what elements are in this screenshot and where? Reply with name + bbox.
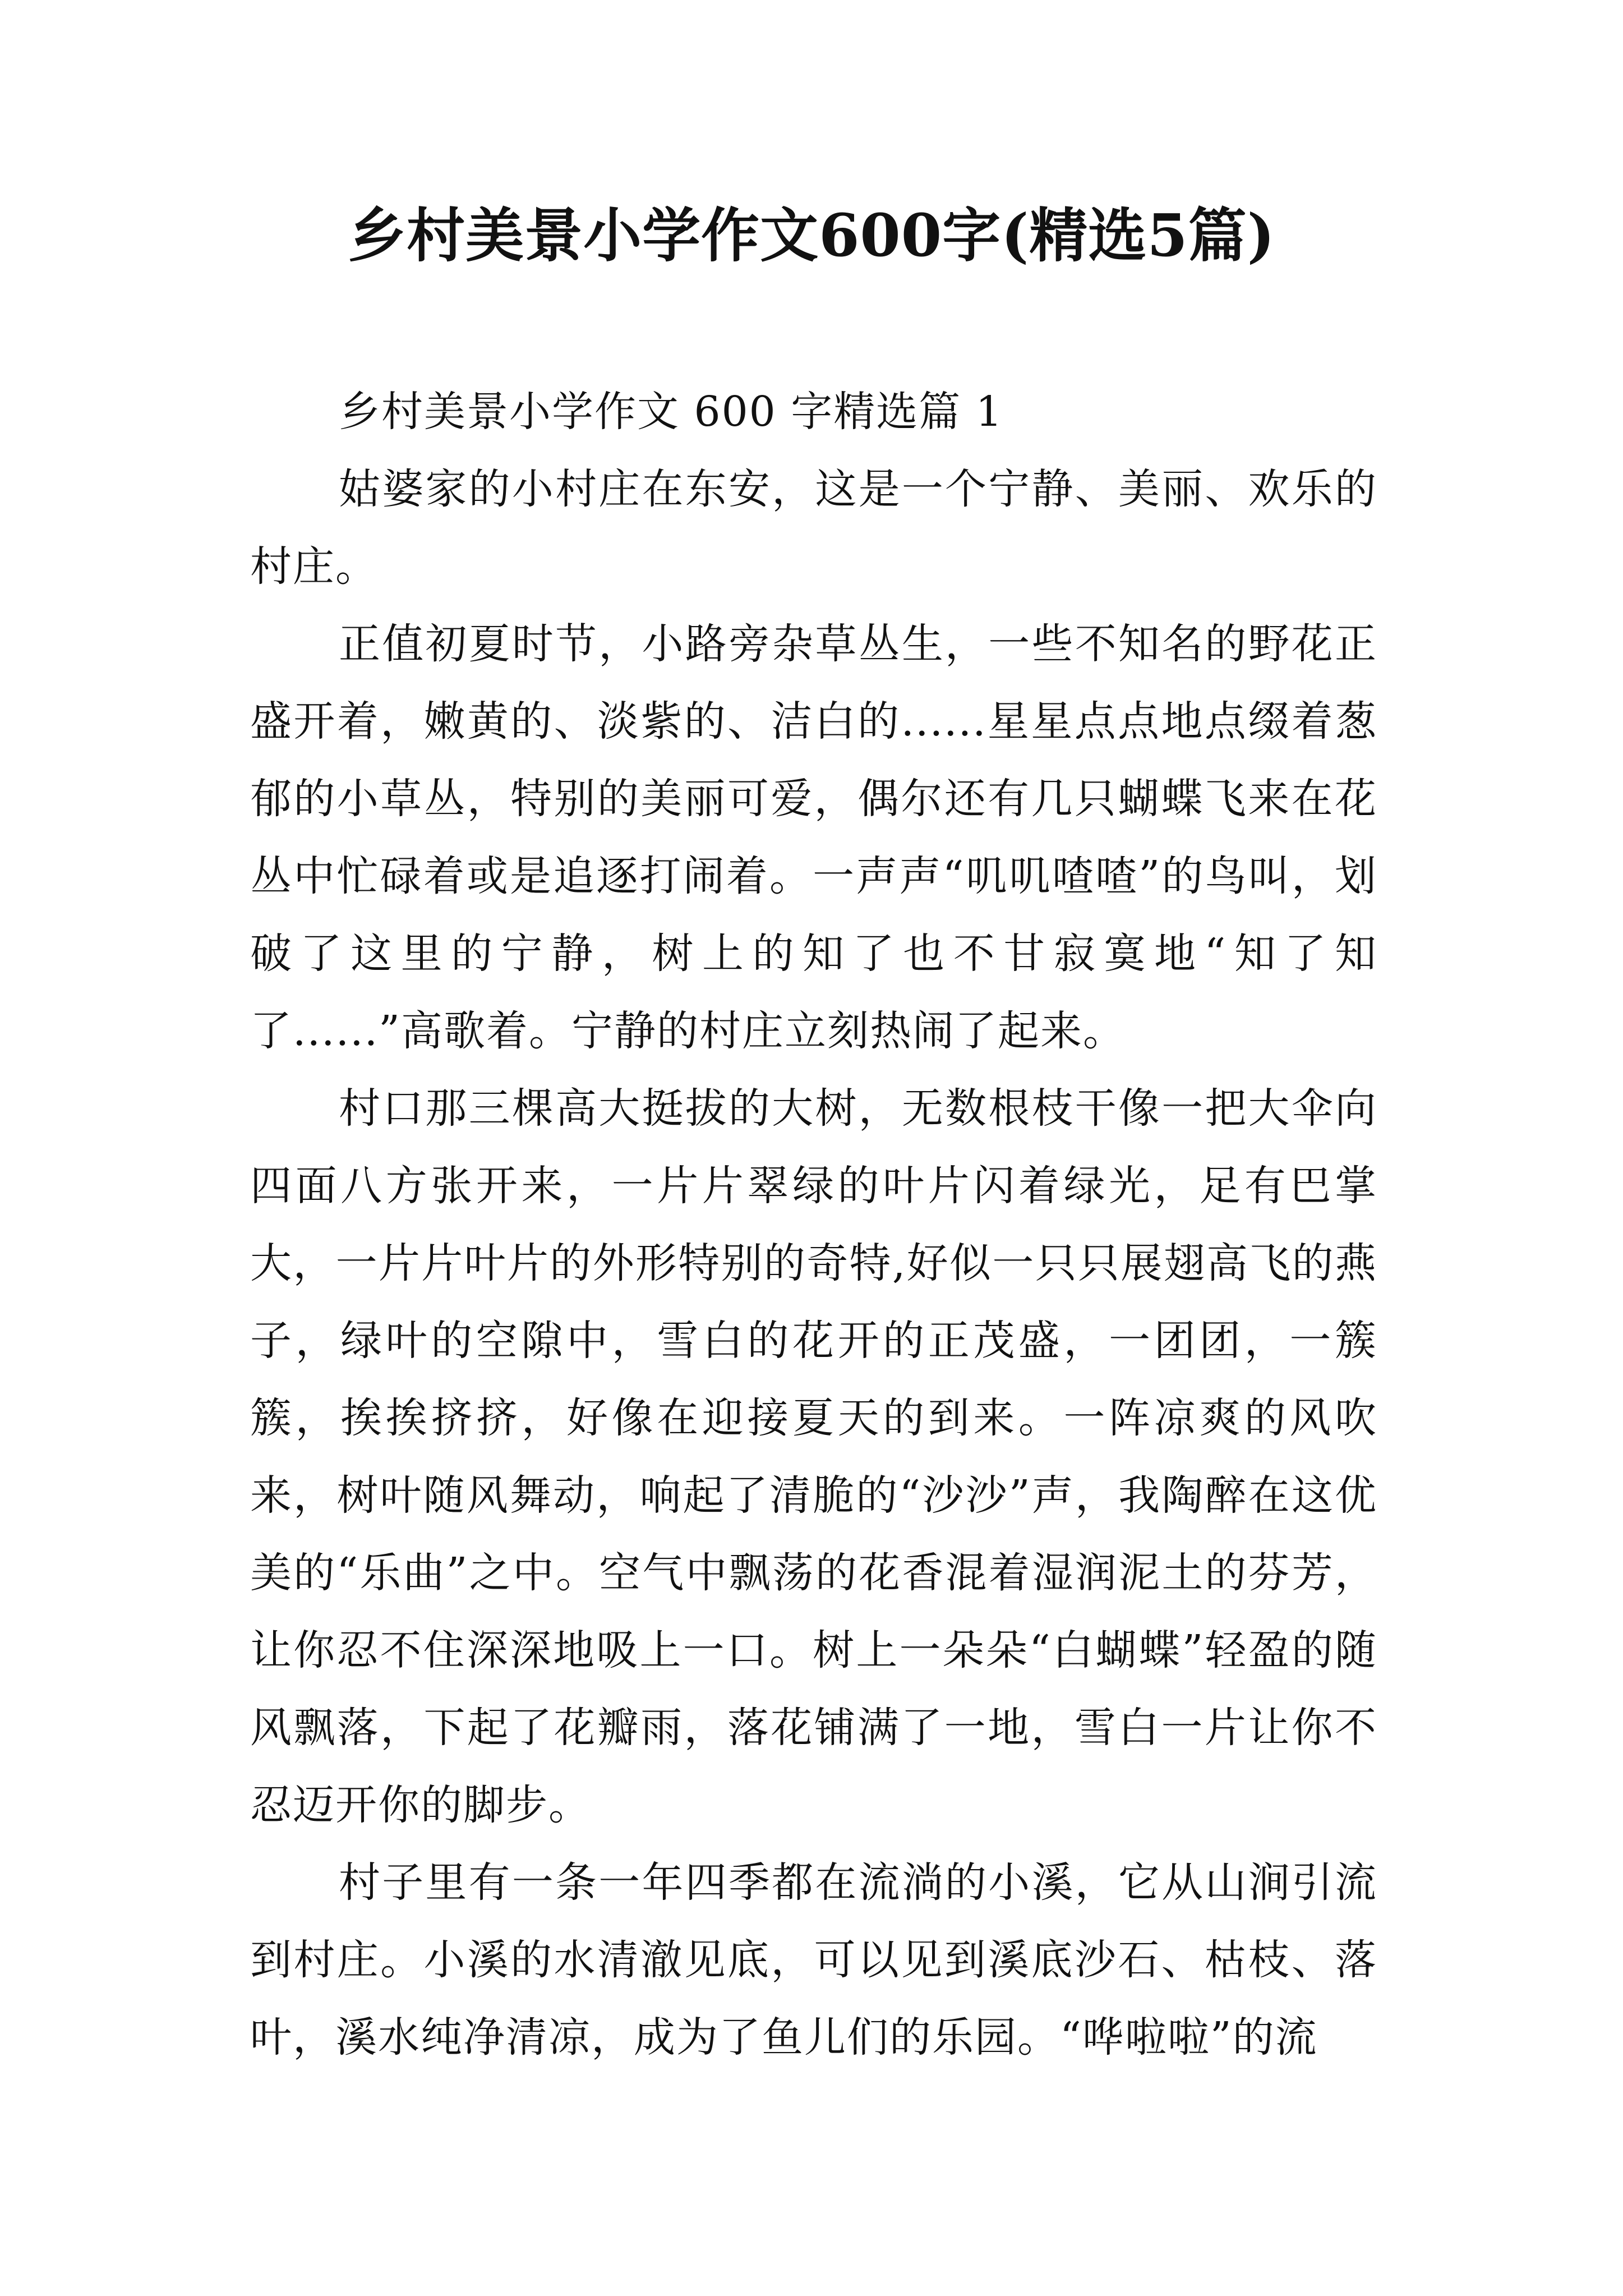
document-body — [250, 373, 1377, 2076]
section-heading: 乡村美景小学作文 600 字精选篇 1 — [339, 388, 1003, 436]
document-title: 乡村美景小学作文600字(精选5篇) — [348, 201, 1275, 270]
paragraph: 村口那三棵高大挺拔的大树，无数根枝干像一把大伞向四面八方张开来，一片片翠绿的叶片闪着绿光，足有巴掌大，一片片叶片的外形特别的奇特,好似一只只展翅高飞的燕子，绿叶的空隙中，雪白的花开的正茂盛，一团团，一簇簇，挨挨挤挤，好像在迎接夏天的到来。一阵凉爽的风吹来，树叶随风舞动，响起了清脆的“沙沙”声，我陶醉在这优美的“乐曲”之中。空气中飘荡的花香混着湿润泥土的芬芳，让你忍不住深深地吸上一口。树上一朵朵“白蝴蝶”轻盈的随风飘落，下起了花瓣雨，落花铺满了一地，雪白一片让你不忍迈开你的脚步。 — [250, 1084, 1377, 1829]
paragraph: 村子里有一条一年四季都在流淌的小溪，它从山涧引流到村庄。小溪的水清澈见底，可以见到溪底沙石、枯枝、落叶，溪水纯净清凉，成为了鱼儿们的乐园。“哗啦啦”的流 — [250, 1858, 1377, 2062]
paragraph: 姑婆家的小村庄在东安，这是一个宁静、美丽、欢乐的村庄。 — [250, 465, 1377, 591]
paragraph: 正值初夏时节，小路旁杂草丛生，一些不知名的野花正盛开着，嫩黄的、淡紫的、洁白的......星星点点地点缀着葱郁的小草丛，特别的美丽可爱，偶尔还有几只蝴蝶飞来在花丛中忙碌着或是追逐打闹着。一声声“叽叽喳喳”的鸟叫，划破了这里的宁静，树上的知了也不甘寂寞地“知了知了......”高歌着。宁静的村庄立刻热闹了起来。 — [250, 620, 1377, 1055]
